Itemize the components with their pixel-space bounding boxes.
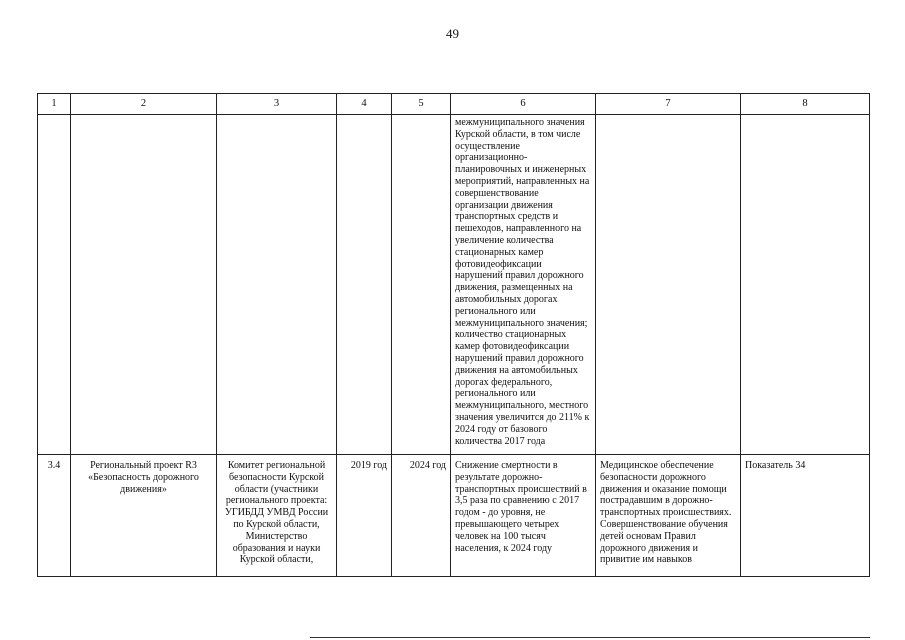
cell-end: 2024 год — [392, 455, 451, 577]
table-row — [38, 115, 870, 455]
scan-edge-line — [310, 637, 870, 638]
column-header: 4 — [337, 94, 392, 115]
table-row — [38, 455, 870, 577]
column-header: 5 — [392, 94, 451, 115]
cell-result: межмуниципального значения Курской области, в том числе осуществление организационно-планировочных и инженерных мероприятий, направленных на совершенствование организации движения транспортных средств и пешеходов, направленного на увеличение количества стационарных камер фотовидеофиксации нарушений правил дорожного движения, размещенных на автомобильных дорогах регионального или межмуниципального значения; количество стационарных камер фотовидеофиксации нарушений правил дорожного движения на автомобильных дорогах федерального, регионального или межмуниципального, местного значения увеличится до 211% к 2024 году от базового количества 2017 года — [451, 115, 596, 455]
cell-measures — [596, 115, 741, 455]
program-table — [37, 93, 870, 577]
column-header: 2 — [71, 94, 217, 115]
column-header: 3 — [217, 94, 337, 115]
column-header: 1 — [38, 94, 71, 115]
column-header: 8 — [741, 94, 870, 115]
cell-start: 2019 год — [337, 455, 392, 577]
table-header-row — [38, 94, 870, 115]
cell-executor — [217, 115, 337, 455]
cell-indicator: Показатель 34 — [741, 455, 870, 577]
cell-executor: Комитет региональной безопасности Курской области (участники регионального проекта: УГИБДД УМВД России по Курской области, Министерство образования и науки Курской области, — [217, 455, 337, 577]
cell-start — [337, 115, 392, 455]
cell-number — [38, 115, 71, 455]
column-header: 6 — [451, 94, 596, 115]
cell-indicator — [741, 115, 870, 455]
cell-project: Региональный проект R3 «Безопасность дорожного движения» — [71, 455, 217, 577]
cell-result: Снижение смертности в результате дорожно-транспортных происшествий в 3,5 раза по сравнению с 2017 годом - до уровня, не превышающего четырех человек на 100 тысяч населения, к 2024 году — [451, 455, 596, 577]
cell-measures: Медицинское обеспечение безопасности дорожного движения и оказание помощи пострадавшим в дорожно-транспортных происшествиях. Совершенствование обучения детей основам Правил дорожного движения и привитие им навыков — [596, 455, 741, 577]
cell-end — [392, 115, 451, 455]
cell-project — [71, 115, 217, 455]
cell-number: 3.4 — [38, 455, 71, 577]
column-header: 7 — [596, 94, 741, 115]
page-number: 49 — [446, 26, 459, 41]
